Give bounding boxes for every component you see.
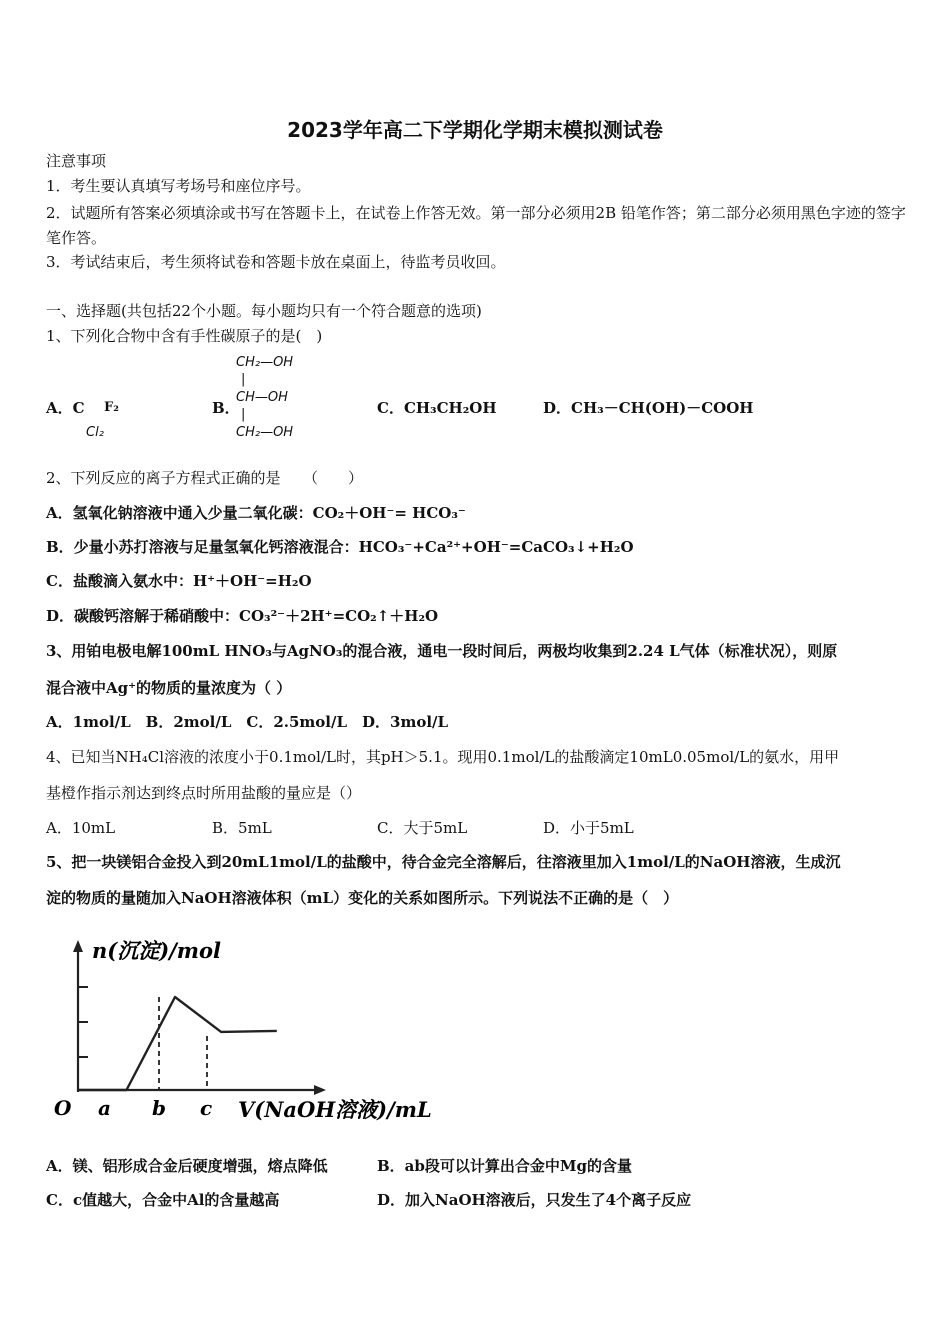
q1-b-bond1: | xyxy=(241,372,246,387)
q4-stem-line2: 基橙作指示剂达到终点时所用盐酸的量应是（） xyxy=(46,784,362,802)
q5-stem-line2: 淀的物质的量随加入NaOH溶液体积（mL）变化的关系如图所示。下列说法不正确的是（ ） xyxy=(46,889,679,907)
q4-option-d: D．小于5mL xyxy=(543,819,634,837)
q5-stem-line1: 5、把一块镁铝合金投入到20mL1mol/L的盐酸中，待合金完全溶解后，往溶液里加入1mol/L的NaOH溶液，生成沉 xyxy=(46,853,841,871)
page-title: 2023学年高二下学期化学期末模拟测试卷 xyxy=(287,118,663,142)
q1-option-c: C．CH₃CH₂OH xyxy=(377,399,497,417)
precipitate-curve xyxy=(78,997,277,1090)
y-axis-label: n(沉淀)/mol xyxy=(92,938,222,963)
q5-option-a: A．镁、铝形成合金后硬度增强，熔点降低 xyxy=(46,1157,328,1175)
q3-options: A．1mol/L B．2mol/L C．2.5mol/L D．3mol/L xyxy=(46,713,449,731)
notice-item-1: 1．考生要认真填写考场号和座位序号。 xyxy=(46,177,311,195)
q1-option-a-cl2: Cl₂ xyxy=(86,425,104,440)
x-axis-label: V(NaOH溶液)/mL xyxy=(238,1097,432,1122)
q5-graph xyxy=(46,932,476,1130)
q5-option-d: D．加入NaOH溶液后，只发生了4个离子反应 xyxy=(377,1191,692,1209)
section-heading: 一、选择题(共包括22个小题。每小题均只有一个符合题意的选项) xyxy=(46,302,482,320)
q1-b-line1: CH₂—OH xyxy=(236,355,294,370)
q3-stem-line2: 混合液中Ag⁺的物质的量浓度为（ ） xyxy=(46,679,292,697)
x-tick-c: c xyxy=(200,1096,213,1120)
q1-option-b: B． xyxy=(212,399,240,417)
y-axis-arrow xyxy=(73,940,83,952)
q1-b-line2: CH—OH xyxy=(236,390,288,405)
q4-option-c: C．大于5mL xyxy=(377,819,468,837)
q1-stem: 1、下列化合物中含有手性碳原子的是( ) xyxy=(46,327,323,345)
notice-item-2: 2．试题所有答案必须填涂或书写在答题卡上，在试卷上作答无效。第一部分必须用2B 铅笔作答；第二部分必须用黑色字迹的签字笔作答。 xyxy=(46,204,906,247)
q2-stem: 2、下列反应的离子方程式正确的是 （ ） xyxy=(46,469,364,487)
x-tick-b: b xyxy=(152,1096,166,1120)
x-axis-arrow xyxy=(314,1085,326,1095)
q1-option-d: D．CH₃－CH(OH)－COOH xyxy=(543,399,754,417)
q2-option-c: C．盐酸滴入氨水中：H⁺＋OH⁻=H₂O xyxy=(46,572,312,590)
q5-option-b: B．ab段可以计算出合金中Mg的含量 xyxy=(377,1157,632,1175)
x-tick-a: a xyxy=(98,1096,111,1120)
q2-option-d: D．碳酸钙溶解于稀硝酸中：CO₃²⁻＋2H⁺=CO₂↑＋H₂O xyxy=(46,607,439,625)
q4-stem-line1: 4、已知当NH₄Cl溶液的浓度小于0.1mol/L时，其pH＞5.1。现用0.1mol/L的盐酸滴定10mL0.05mol/L的氨水，用甲 xyxy=(46,748,840,766)
q2-option-a: A．氢氧化钠溶液中通入少量二氧化碳：CO₂＋OH⁻= HCO₃⁻ xyxy=(46,504,466,522)
notice-item-3: 3．考试结束后，考生须将试卷和答题卡放在桌面上，待监考员收回。 xyxy=(46,253,506,271)
q2-option-b: B．少量小苏打溶液与足量氢氧化钙溶液混合：HCO₃⁻+Ca²⁺+OH⁻=CaCO₃↓+H₂O xyxy=(46,538,634,556)
q5-option-c: C．c值越大，合金中Al的含量越高 xyxy=(46,1191,280,1209)
q3-stem-line1: 3、用铂电极电解100mL HNO₃与AgNO₃的混合液，通电一段时间后，两极均收集到2.24 L气体（标准状况），则原 xyxy=(46,642,838,660)
q1-b-bond2: | xyxy=(241,407,246,422)
origin-label: O xyxy=(54,1096,72,1120)
q4-option-b: B．5mL xyxy=(212,819,272,837)
q1-option-a: A．C xyxy=(46,399,85,417)
q1-option-a-f2: F₂ xyxy=(104,400,119,415)
q1-b-line3: CH₂—OH xyxy=(236,425,294,440)
q4-option-a: A．10mL xyxy=(46,819,116,837)
notice-heading: 注意事项 xyxy=(46,152,107,170)
